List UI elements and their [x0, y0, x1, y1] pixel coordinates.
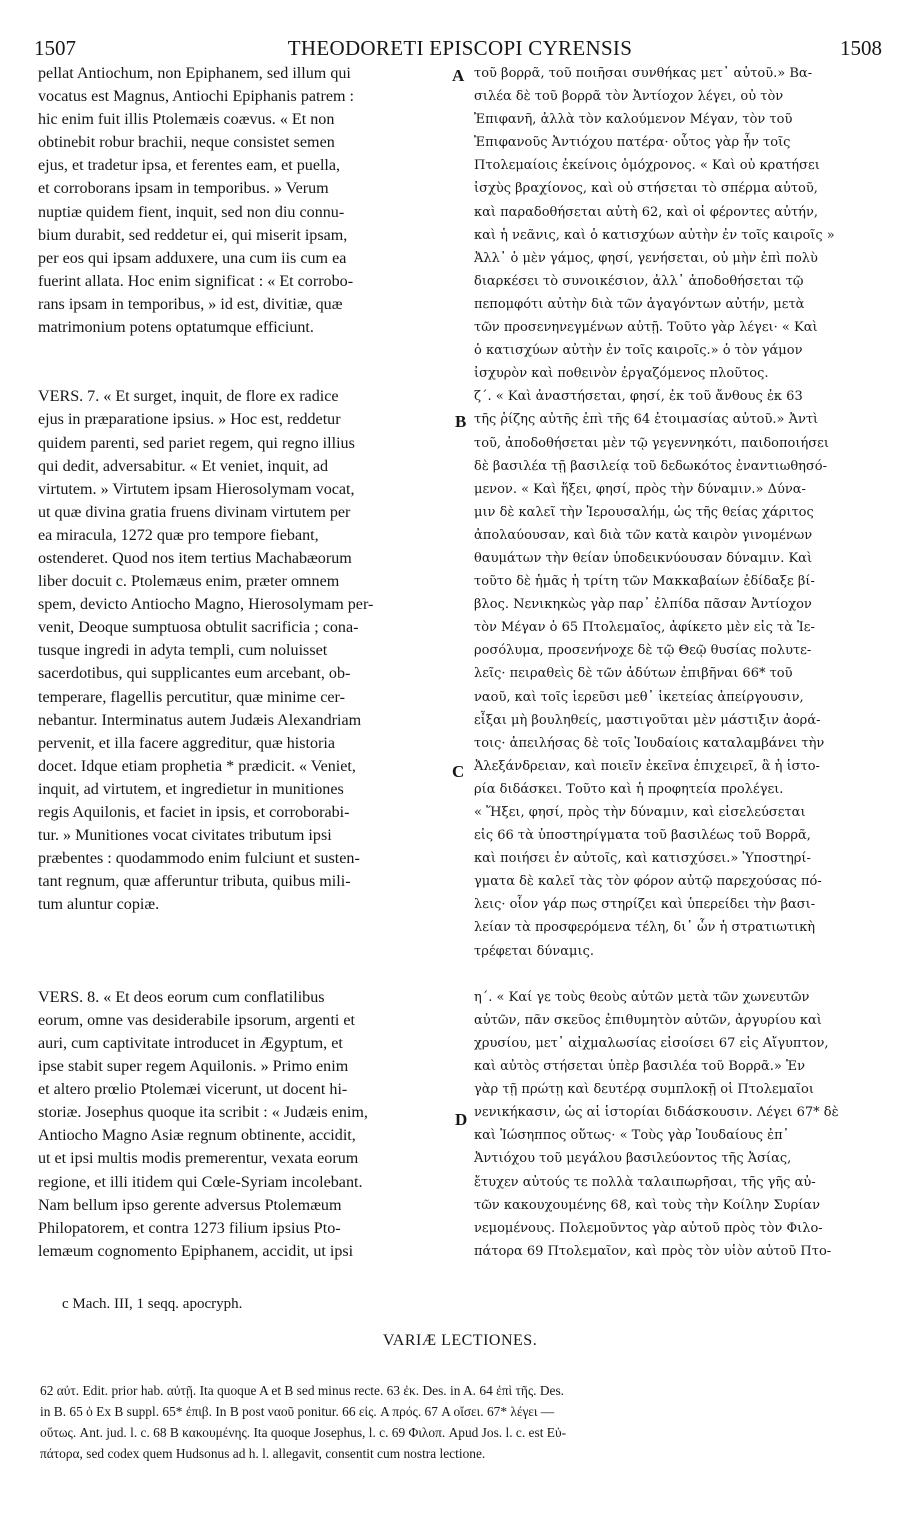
greek-text-line: τοῦτο δὲ ἡμᾶς ἡ τρίτη τῶν Μακκαβαίων ἐδίδαξε βί- — [474, 574, 815, 590]
greek-text-line: Ἐπιφανοῦς Ἀντιόχου πατέρα· οὗτος γὰρ ἦν τοῖς — [474, 135, 791, 151]
greek-text-line: πεπομφότι αὐτὴν διὰ τῶν ἀγαγόντων αὐτήν, μετὰ — [474, 296, 805, 312]
latin-text-line — [38, 963, 450, 986]
latin-text-line: pellat Antiochum, non Epiphanem, sed illum qui — [38, 65, 351, 82]
latin-text-line: spem, devicto Antiocho Magno, Hierosolymam per- — [38, 596, 374, 614]
latin-text-line: tum aluntur copiæ. — [38, 896, 160, 914]
latin-column — [38, 62, 450, 1263]
greek-text-line: καὶ αὐτὸς στήσεται ὑπὲρ βασιλέα τοῦ Βορρᾶ.» Ἐν — [474, 1059, 805, 1075]
latin-text-line: auri, cum captivitate introducet in Ægyptum, et — [38, 1034, 343, 1052]
greek-text-line: ροσόλυμα, προσενήνοχε δὲ τῷ Θεῷ θυσίας πολυτε- — [474, 643, 812, 659]
greek-text-line: ζ΄. « Καὶ ἀναστήσεται, φησί, ἐκ τοῦ ἄνθους ἐκ 63 — [474, 389, 803, 405]
greek-text-line: τοις· ἀπειλήσας δὲ τοῖς Ἰουδαίοις καταλαμβάνει τὴν — [474, 735, 825, 751]
greek-text-line: θαυμάτων τὴν θείαν ὑποδεικνύουσαν δύναμιν. Καὶ — [474, 550, 813, 566]
latin-text-line: et altero prœlio Ptolemæi vicerunt, ut docent hi- — [38, 1081, 348, 1099]
latin-text-line: fuerint allata. Hoc enim significat : « Et corrobo- — [38, 272, 354, 290]
latin-text-line: per eos qui ipsam adduxere, una cum iis cum ea — [38, 249, 347, 267]
greek-text-line: Πτολεμαίοις ἐκείνοις ὁμόχρονος. « Καὶ οὐ κρατήσει — [474, 158, 820, 174]
variant-reading-line: οὕτως. Ant. jud. l. c. 68 B κακουμένης. Ita quoque Josephus, l. c. 69 Φιλοπ. Apud Jos. l. c. est Εὐ- — [40, 1425, 567, 1440]
latin-text-line: VERS. 8. « Et deos eorum cum conflatilibus — [38, 988, 325, 1006]
latin-text-line: tusque ingredi in adyta templi, cum noluisset — [38, 642, 328, 660]
greek-text-line: τῶν προσενηνεγμένων αὐτῇ. Τοῦτο γὰρ λέγει· « Καὶ — [474, 320, 818, 336]
latin-text-line: docet. Idque etiam prophetia * prædicit. « Veniet, — [38, 757, 356, 775]
footnote: c Mach. III, 1 seqq. apocryph. — [62, 1296, 243, 1312]
latin-text-line: qui dedit, adversabitur. « Et veniet, inquit, ad — [38, 457, 329, 475]
latin-text-line: obtinebit robur brachii, neque consistet semen — [38, 134, 335, 152]
greek-text-line: λείαν τὰ προσφερόμενα τέλη, δι᾽ ὧν ἡ στρατιωτικὴ — [474, 920, 816, 936]
latin-text-line: virtutem. » Virtutem ipsam Hierosolymam vocat, — [38, 480, 355, 498]
latin-text-line: inquit, ad virtutem, et ingredietur in munitiones — [38, 780, 344, 798]
latin-text-line: sacerdotibus, qui supplicantes eum arcebant, ob- — [38, 665, 351, 683]
latin-text-line: lemæum cognomento Epiphanem, accidit, ut ipsi — [38, 1242, 354, 1260]
greek-text-line: σιλέα δὲ τοῦ βορρᾶ τὸν Ἀντίοχον λέγει, οὐ τὸν — [474, 89, 784, 105]
latin-text-line: matrimonium potens optatumque efficiunt. — [38, 319, 314, 337]
latin-text-line: ostenderet. Quod nos item tertius Machabæorum — [38, 549, 352, 567]
latin-text-line: nebantur. Interminatus autem Judæis Alexandriam — [38, 711, 362, 729]
latin-text-line: regis Aquilonis, et faciet in ipsis, et corroborabi- — [38, 804, 350, 821]
variant-reading-line: 62 αὐτ. Edit. prior hab. αὐτῇ. Ita quoque A et B sed minus recte. 63 ἐκ. Des. in A. 64 ἐπὶ τῆς. Des. — [40, 1383, 564, 1398]
latin-text-line — [38, 339, 450, 362]
latin-text-line: temperare, flagellis percutitur, quæ minime cer- — [38, 688, 345, 706]
latin-text-line: liber docuit c. Ptolemæus enim, præter omnem — [38, 573, 340, 591]
latin-text-line: nuptiæ quidem fient, inquit, sed non diu connu- — [38, 203, 345, 221]
latin-text-line: ut et ipsi multis modis premerentur, vexata eorum — [38, 1150, 359, 1168]
running-header — [30, 36, 890, 62]
latin-text-line: quidem parenti, sed pariet regem, qui regno illius — [38, 434, 355, 452]
variae-lectiones-heading: VARIÆ LECTIONES. — [382, 1332, 538, 1349]
latin-text-line: Nam bellum ipso gerente adversus Ptolemæum — [38, 1196, 342, 1214]
greek-text-line: ἀπολαύουσαν, καὶ διὰ τῶν κατὰ καιρὸν γινομένων — [474, 527, 813, 543]
greek-text-line — [474, 963, 884, 986]
greek-text-line: τρέφεται δύναμις. — [474, 943, 594, 959]
greek-text-line: Ἀλεξάνδρειαν, καὶ ποιεῖν ἐκεῖνα ἐπιχειρεῖ, ἃ ἡ ἱστο- — [474, 758, 820, 774]
greek-text-line: νενικήκασιν, ὡς αἱ ἱστορίαι διδάσκουσιν. Λέγει 67* δὲ — [474, 1105, 839, 1121]
latin-text-line: vocatus est Magnus, Antiochi Epiphanis patrem : — [38, 88, 355, 106]
latin-text-line: bium durabit, sed reddetur ei, qui miserit ipsam, — [38, 226, 348, 244]
greek-text-line: τῶν κακουχουμένης 68, καὶ τοὺς τὴν Κοίλην Συρίαν — [474, 1197, 820, 1213]
latin-text-line: tur. » Munitiones vocat civitates tributum ipsi — [38, 827, 332, 845]
page-number-right: 1508 — [840, 36, 882, 60]
greek-text-line: τοῦ, ἀποδοθήσεται μὲν τῷ γεγεννηκότι, παιδοποιήσει — [474, 435, 829, 451]
greek-text-line: λεῖς· πειραθεὶς δὲ τῶν ἀδύτων ἐπιβῆναι 66* τοῦ — [474, 666, 793, 682]
greek-text-line: εἶξαι μὴ βουληθείς, μαστιγοῦται μὲν μάστιξιν ἀορά- — [474, 712, 821, 728]
variant-reading-line: πάτορα, sed codex quem Hudsonus ad h. l. allegavit, consentit cum nostra lectione. — [40, 1446, 486, 1461]
greek-text-line: χρυσίου, μετ᾽ αἰχμαλωσίας εἰσοίσει 67 εἰς Αἴγυπτον, — [474, 1035, 829, 1051]
margin-marker-a: A — [452, 66, 465, 85]
greek-text-line: λεις· οἷον γάρ πως στηρίζει καὶ ὑπερείδει τὴν βασι- — [474, 897, 816, 913]
latin-text-line: ea miracula, 1272 quæ pro tempore fiebant, — [38, 526, 319, 544]
latin-text-line — [38, 362, 450, 385]
greek-text-line: τῆς ῥίζης αὐτῆς ἐπὶ τῆς 64 ἑτοιμασίας αὐτοῦ.» Ἀντὶ — [474, 412, 819, 428]
latin-text-line: rans ipsam in temporibus, » id est, divitiæ, quæ — [38, 295, 343, 313]
greek-text-line: ναοῦ, καὶ τοῖς ἱερεῦσι μεθ᾽ ἱκετείας ἀπείργουσιν, — [474, 689, 804, 705]
margin-marker-b: B — [455, 412, 467, 431]
greek-text-line: διαρκέσει τὸ συνοικέσιον, ἀλλ᾽ ἀποδοθήσεται τῷ — [474, 273, 804, 289]
greek-text-line: μενον. « Καὶ ἥξει, φησί, πρὸς τὴν δύναμιν.» Δύνα- — [474, 481, 806, 497]
greek-text-line: ἰσχὺς βραχίονος, καὶ οὐ στήσεται τὸ σπέρμα αὐτοῦ, — [474, 181, 818, 197]
greek-text-line: εἰς 66 τὰ ὑποστηρίγματα τοῦ βασιλέως τοῦ Βορρᾶ, — [474, 828, 811, 844]
latin-text-line: præbentes : quodammodo enim fulciunt et susten- — [38, 850, 360, 868]
latin-text-line: venit, Deoque sumptuosa obtulit sacrificia ; cona- — [38, 619, 359, 637]
greek-text-line: ὁ κατισχύων αὐτὴν ἐν τοῖς καιροῖς.» ὁ τὸν γάμον — [474, 343, 803, 359]
latin-text-line: VERS. 7. « Et surget, inquit, de flore ex radice — [38, 388, 339, 406]
greek-text-line: καὶ παραδοθήσεται αὐτὴ 62, καὶ οἱ φέροντες αὐτήν, — [474, 204, 818, 220]
latin-text-line: hic enim fuit illis Ptolemæis coævus. « Et non — [38, 111, 335, 129]
greek-text-line: νεμομένους. Πολεμοῦντος γὰρ αὐτοῦ πρὸς τὸν Φιλο- — [474, 1220, 823, 1236]
running-title: THEODORETI EPISCOPI CYRENSIS — [287, 36, 633, 60]
latin-text-line: Philopatorem, et contra 1273 filium ipsius Pto- — [38, 1219, 341, 1237]
greek-text-line: καὶ ἡ νεᾶνις, καὶ ὁ κατισχύων αὐτὴν ἐν τοῖς καιροῖς » — [474, 227, 835, 243]
greek-text-line: ἔτυχεν αὐτούς τε πολλὰ ταλαιπωρῆσαι, τῆς γῆς αὐ- — [474, 1174, 816, 1190]
greek-text-line: πάτορα 69 Πτολεμαῖον, καὶ πρὸς τὸν υἱὸν αὐτοῦ Πτο- — [474, 1243, 832, 1259]
latin-text-line: eorum, omne vas desiderabile ipsorum, argenti et — [38, 1011, 356, 1029]
latin-text-line: tant regnum, quæ afferuntur tributa, quibus mili- — [38, 873, 351, 891]
latin-text-line: Antiocho Magno Asiæ regnum obtinente, accidit, — [38, 1127, 356, 1145]
latin-text-line — [38, 940, 450, 963]
latin-text-line: ejus, et tradetur ipsa, et ferentes eam, et puella, — [38, 157, 341, 175]
margin-marker-c: C — [452, 762, 465, 781]
greek-text-line: καὶ ποιήσει ἐν αὐτοῖς, καὶ κατισχύσει.» Ὑποστηρί- — [474, 851, 811, 867]
greek-text-line: δὲ βασιλέα τῇ βασιλείᾳ τοῦ δεδωκότος ἐναντιωθησό- — [474, 458, 828, 474]
latin-text-line: ut quæ divina gratia fruens divinam virtutem per — [38, 503, 351, 521]
greek-text-line: « Ἥξει, φησί, πρὸς τὴν δύναμιν, καὶ εἰσελεύσεται — [474, 805, 806, 820]
greek-column — [474, 62, 884, 1263]
greek-text-line: Ἀντιόχου τοῦ μεγάλου βασιλεύοντος τῆς Ἀσίας, — [474, 1151, 792, 1167]
latin-text-line: pervenit, et illa facere aggreditur, quæ historia — [38, 734, 335, 752]
variant-reading-line: in B. 65 ὁ Ex B suppl. 65* ἐπιβ. In B post ναοῦ ponitur. 66 εἰς. A πρός. 67 A οἴσει. 67* λέγει — — [40, 1404, 555, 1419]
greek-text-line: καὶ Ἰώσηππος οὕτως· « Τοὺς γὰρ Ἰουδαίους ἐπ᾽ — [474, 1128, 790, 1144]
greek-text-line: Ἀλλ᾽ ὁ μὲν γάμος, φησί, γενήσεται, οὐ μὴν ἐπὶ πολὺ — [474, 250, 818, 266]
greek-text-line: η΄. « Καί γε τοὺς θεοὺς αὐτῶν μετὰ τῶν χωνευτῶν — [474, 989, 810, 1005]
greek-text-line: γματα δὲ καλεῖ τὰς τὸν φόρον αὐτῷ παρεχούσας πό- — [474, 874, 822, 890]
latin-text-line: regione, et illi itidem qui Cœle-Syriam incolebant. — [38, 1173, 363, 1191]
variae-lectiones — [40, 1380, 890, 1464]
greek-text-line: τοῦ βορρᾶ, τοῦ ποιῆσαι συνθήκας μετ᾽ αὐτοῦ.» Βα- — [474, 66, 813, 81]
greek-text-line: γὰρ τῇ πρώτῃ καὶ δευτέρᾳ συμπλοκῇ οἱ Πτολεμαῖοι — [474, 1082, 814, 1098]
latin-text-line — [38, 916, 450, 939]
greek-text-line: τὸν Μέγαν ὁ 65 Πτολεμαῖος, ἀφίκετο μὲν εἰς τὰ Ἱε- — [474, 620, 815, 636]
greek-text-line: Ἐπιφανῆ, ἀλλὰ τὸν καλούμενον Μέγαν, τὸν τοῦ — [474, 112, 793, 128]
greek-text-line: βλος. Νενικηκὼς γὰρ παρ᾽ ἐλπίδα πᾶσαν Ἀντίοχον — [474, 597, 812, 613]
latin-text-line: storiæ. Josephus quoque ita scribit : « Judæis enim, — [38, 1104, 368, 1122]
greek-text-line: ρία διδάσκει. Τοῦτο καὶ ἡ προφητεία προλέγει. — [474, 781, 784, 797]
margin-marker-d: D — [455, 1110, 468, 1129]
greek-text-line: αὐτῶν, πᾶν σκεῦος ἐπιθυμητὸν αὐτῶν, ἀργυρίου καὶ — [474, 1012, 822, 1028]
greek-text-line: ἰσχυρὸν καὶ ποθεινὸν ἐργαζόμενος πλοῦτος. — [474, 366, 769, 382]
greek-text-line: μιν δὲ καλεῖ τὴν Ἱερουσαλήμ, ὡς τῆς θείας χάριτος — [474, 504, 814, 520]
page-number-left: 1507 — [34, 36, 76, 60]
latin-text-line: ejus in præparatione ipsius. » Hoc est, reddetur — [38, 411, 341, 429]
latin-text-line: ipse stabit super regem Aquilonis. » Primo enim — [38, 1058, 349, 1076]
latin-text-line: et corroborans ipsam in temporibus. » Verum — [38, 180, 329, 198]
